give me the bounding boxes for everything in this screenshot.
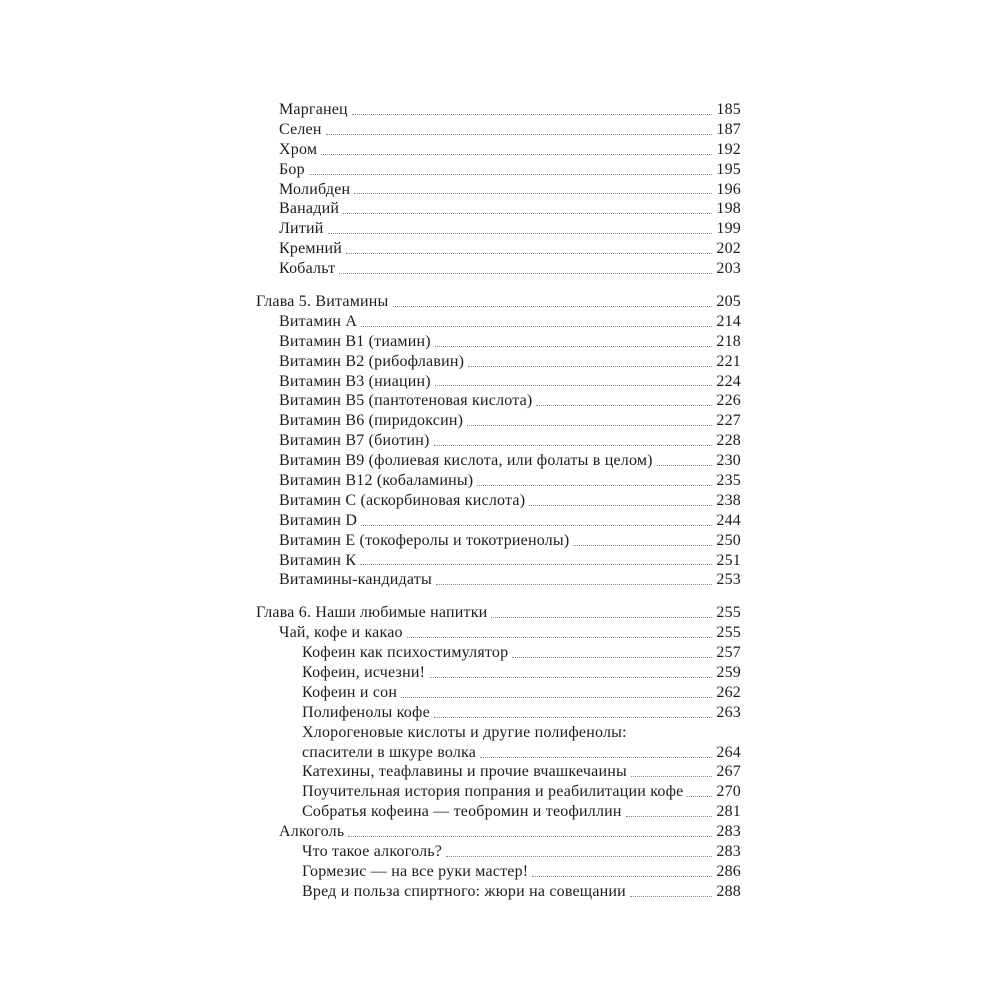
page-number: 192 (716, 140, 741, 158)
entry-title: Катехины, теафлавины и прочие вчашкечаины (302, 763, 627, 781)
entry-title: Витамин В2 (рибофлавин) (279, 352, 465, 370)
entry-title: Витамины-кандидаты (279, 571, 432, 589)
page-number: 244 (716, 511, 741, 529)
page-number: 235 (716, 472, 741, 490)
toc-entry (256, 100, 741, 120)
toc-entry (256, 140, 741, 160)
entry-title: Марганец (279, 100, 348, 118)
dot-leader (512, 657, 712, 658)
entry-title: Витамин В9 (фолиевая кислота, или фолаты в целом) (279, 452, 653, 470)
entry-title: Собратья кофеина — теобромин и теофиллин (302, 803, 622, 821)
toc-entry (256, 623, 741, 643)
entry-title: Витамин Е (токоферолы и токотриенолы) (279, 531, 570, 549)
dot-leader (631, 776, 712, 777)
entry-title: Чай, кофе и какао (279, 624, 403, 642)
dot-leader (348, 836, 712, 837)
toc-subentry (256, 643, 741, 663)
dot-leader (630, 896, 712, 897)
dot-leader (491, 617, 712, 618)
toc-subentry-first-line (256, 723, 741, 743)
page-number: 251 (716, 551, 741, 569)
page-number: 195 (716, 160, 741, 178)
dot-leader (434, 445, 713, 446)
dot-leader (354, 193, 712, 194)
page-number: 259 (716, 664, 741, 682)
entry-title: Хром (279, 140, 318, 158)
entry-title: Кофеин, исчезни! (302, 664, 426, 682)
entry-title: Кремний (279, 240, 342, 258)
page-number: 283 (716, 823, 741, 841)
page-number: 263 (716, 703, 741, 721)
entry-title: Витамин В12 (кобаламины) (279, 472, 474, 490)
toc-entry (256, 332, 741, 352)
toc-subentry (256, 683, 741, 703)
page-number: 202 (716, 240, 741, 258)
toc-entry (256, 551, 741, 571)
page-number: 255 (716, 604, 741, 622)
toc-entry (256, 471, 741, 491)
page-number: 227 (716, 412, 741, 430)
toc-subentry (256, 782, 741, 802)
toc-subentry (256, 743, 741, 763)
entry-title: Кобальт (279, 260, 336, 278)
toc-entry (256, 570, 741, 590)
page-number: 224 (716, 372, 741, 390)
toc-group-chapter-6 (256, 603, 741, 901)
dot-leader (468, 366, 712, 367)
toc-subentry (256, 763, 741, 783)
toc-group-chapter-5 (256, 292, 741, 590)
entry-title: Витамин В6 (пиридоксин) (279, 412, 464, 430)
dot-leader (434, 717, 713, 718)
entry-title: Алкоголь (279, 823, 345, 841)
entry-title: Ванадий (279, 200, 340, 218)
entry-title: Витамин В5 (пантотеновая кислота) (279, 392, 533, 410)
page-number: 264 (716, 743, 741, 761)
page-number: 253 (716, 571, 741, 589)
toc-entry (256, 219, 741, 239)
dot-leader (657, 465, 713, 466)
page-number: 221 (716, 352, 741, 370)
dot-leader (573, 545, 712, 546)
toc-entry (256, 391, 741, 411)
dot-leader (326, 134, 713, 135)
dot-leader (480, 757, 712, 758)
chapter-heading (256, 603, 741, 623)
dot-leader (401, 697, 712, 698)
entry-title-first-line: Хлорогеновые кислоты и другие полифенолы: (302, 723, 627, 741)
entry-title: Вред и польза спиртного: жюри на совещании (302, 882, 626, 900)
dot-leader (361, 326, 712, 327)
entry-title: Витамин D (279, 511, 358, 529)
dot-leader (309, 174, 713, 175)
toc-subentry (256, 882, 741, 902)
toc-entry (256, 352, 741, 372)
dot-leader (446, 856, 712, 857)
dot-leader (339, 273, 712, 274)
toc-entry (256, 239, 741, 259)
dot-leader (626, 816, 713, 817)
page-number: 228 (716, 432, 741, 450)
dot-leader (435, 385, 713, 386)
toc-entry (256, 531, 741, 551)
entry-title: Что такое алкоголь? (302, 843, 443, 861)
page-number: 286 (716, 862, 741, 880)
dot-leader (360, 564, 712, 565)
entry-title: Витамин А (279, 312, 358, 330)
entry-title: Поучительная история попрания и реабилитации кофе (302, 783, 684, 801)
page-number: 196 (716, 180, 741, 198)
page-number: 199 (716, 220, 741, 238)
toc-entry (256, 180, 741, 200)
toc-entry (256, 491, 741, 511)
toc-entry (256, 431, 741, 451)
toc-subentry (256, 663, 741, 683)
page-number: 288 (716, 882, 741, 900)
page-number: 267 (716, 763, 741, 781)
entry-title: Молибден (279, 180, 351, 198)
chapter-title: Глава 5. Витамины (256, 293, 389, 310)
page-number: 262 (716, 683, 741, 701)
chapter-title: Глава 6. Наши любимые напитки (256, 604, 488, 622)
dot-leader (393, 306, 713, 307)
dot-leader (346, 253, 712, 254)
table-of-contents (256, 100, 741, 902)
page-number: 226 (716, 392, 741, 410)
entry-title: спасители в шкуре волка (302, 743, 477, 761)
entry-title: Кофеин и сон (302, 683, 398, 701)
chapter-heading (256, 292, 741, 312)
entry-title: Витамин К (279, 551, 357, 569)
toc-entry (256, 160, 741, 180)
page-number: 187 (716, 120, 741, 138)
toc-entry (256, 372, 741, 392)
page-number: 218 (716, 332, 741, 350)
toc-subentry (256, 842, 741, 862)
toc-group-minerals (256, 100, 741, 279)
dot-leader (477, 485, 712, 486)
page-number: 205 (716, 293, 741, 310)
entry-title: Витамин В3 (ниацин) (279, 372, 431, 390)
dot-leader (436, 584, 712, 585)
toc-entry (256, 411, 741, 431)
page-number: 281 (716, 803, 741, 821)
entry-title: Полифенолы кофе (302, 703, 430, 721)
toc-subentry (256, 703, 741, 723)
page-number: 255 (716, 624, 741, 642)
toc-entry (256, 511, 741, 531)
dot-leader (352, 114, 713, 115)
dot-leader (321, 154, 712, 155)
entry-title: Витамин В1 (тиамин) (279, 332, 431, 350)
dot-leader (536, 405, 712, 406)
entry-title: Литий (279, 220, 324, 238)
toc-entry (256, 199, 741, 219)
dot-leader (435, 346, 713, 347)
dot-leader (467, 425, 712, 426)
dot-leader (407, 637, 713, 638)
entry-title: Бор (279, 160, 305, 178)
page-number: 250 (716, 531, 741, 549)
page-number: 230 (716, 452, 741, 470)
page-number: 283 (716, 843, 741, 861)
toc-entry (256, 312, 741, 332)
dot-leader (532, 876, 712, 877)
dot-leader (361, 525, 712, 526)
dot-leader (429, 677, 712, 678)
entry-title: Витамин В7 (биотин) (279, 432, 430, 450)
toc-entry (256, 259, 741, 279)
toc-subentry (256, 802, 741, 822)
page-number: 185 (716, 100, 741, 118)
dot-leader (687, 796, 712, 797)
page-number: 270 (716, 783, 741, 801)
page-number: 198 (716, 200, 741, 218)
page-number: 257 (716, 644, 741, 662)
dot-leader (529, 505, 712, 506)
page-number: 238 (716, 491, 741, 509)
dot-leader (343, 213, 712, 214)
entry-title: Селен (279, 120, 322, 138)
dot-leader (328, 233, 713, 234)
toc-subentry (256, 862, 741, 882)
entry-title: Витамин С (аскорбиновая кислота) (279, 491, 526, 509)
toc-entry (256, 120, 741, 140)
toc-entry (256, 451, 741, 471)
toc-entry (256, 822, 741, 842)
page-number: 214 (716, 312, 741, 330)
page-number: 203 (716, 260, 741, 278)
entry-title: Кофеин как психостимулятор (302, 644, 509, 662)
entry-title: Гормезис — на все руки мастер! (302, 862, 529, 880)
